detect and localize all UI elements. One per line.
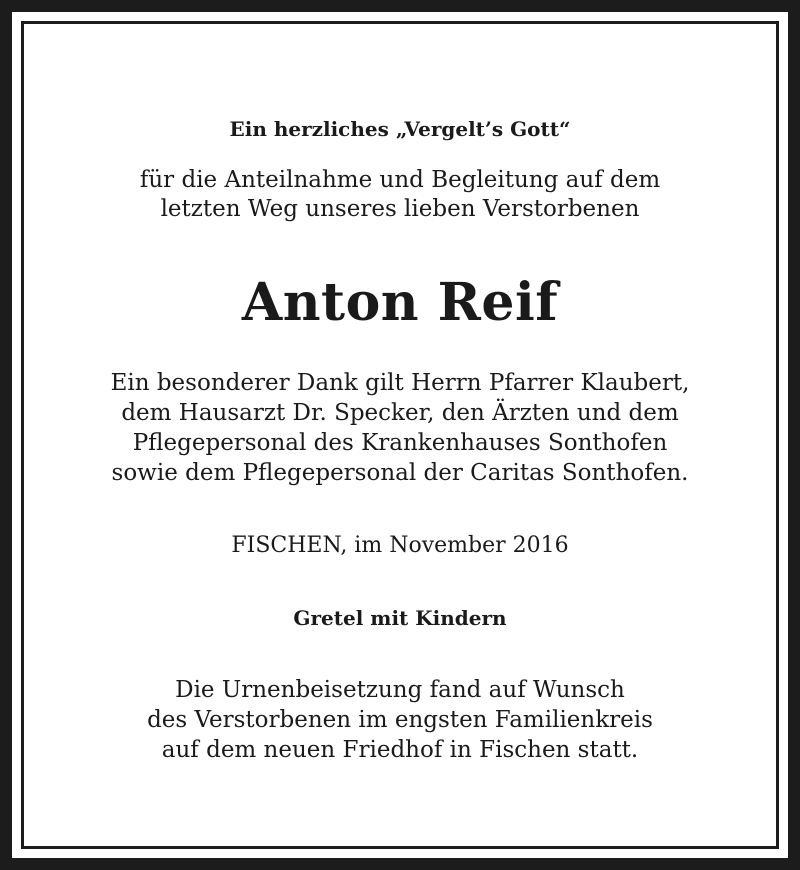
burial-line: Die Urnenbeisetzung fand auf Wunsch <box>175 677 625 703</box>
place-date: FISCHEN, im November 2016 <box>231 533 569 558</box>
thanks-heading: Ein herzliches „Vergelt’s Gott“ <box>229 117 571 141</box>
obituary-notice <box>24 24 776 846</box>
thanks-line: dem Hausarzt Dr. Specker, den Ärzten und dem <box>121 400 679 426</box>
intro-line: letzten Weg unseres lieben Verstorbenen <box>160 196 640 222</box>
intro-paragraph <box>24 166 776 224</box>
intro-line: für die Anteilnahme und Begleitung auf dem <box>139 167 661 193</box>
thanks-line: Pflegepersonal des Krankenhauses Sonthofen <box>132 430 668 456</box>
thanks-line: Ein besonderer Dank gilt Herrn Pfarrer Klaubert, <box>110 370 690 396</box>
burial-line: des Verstorbenen im engsten Familienkreis <box>147 707 653 733</box>
deceased-name: Anton Reif <box>241 272 559 333</box>
thanks-line: sowie dem Pflegepersonal der Caritas Sonthofen. <box>111 460 689 486</box>
thanks-paragraph <box>24 368 776 488</box>
signature: Gretel mit Kindern <box>293 606 507 630</box>
burial-line: auf dem neuen Friedhof in Fischen statt. <box>161 737 639 763</box>
burial-note <box>24 675 776 765</box>
